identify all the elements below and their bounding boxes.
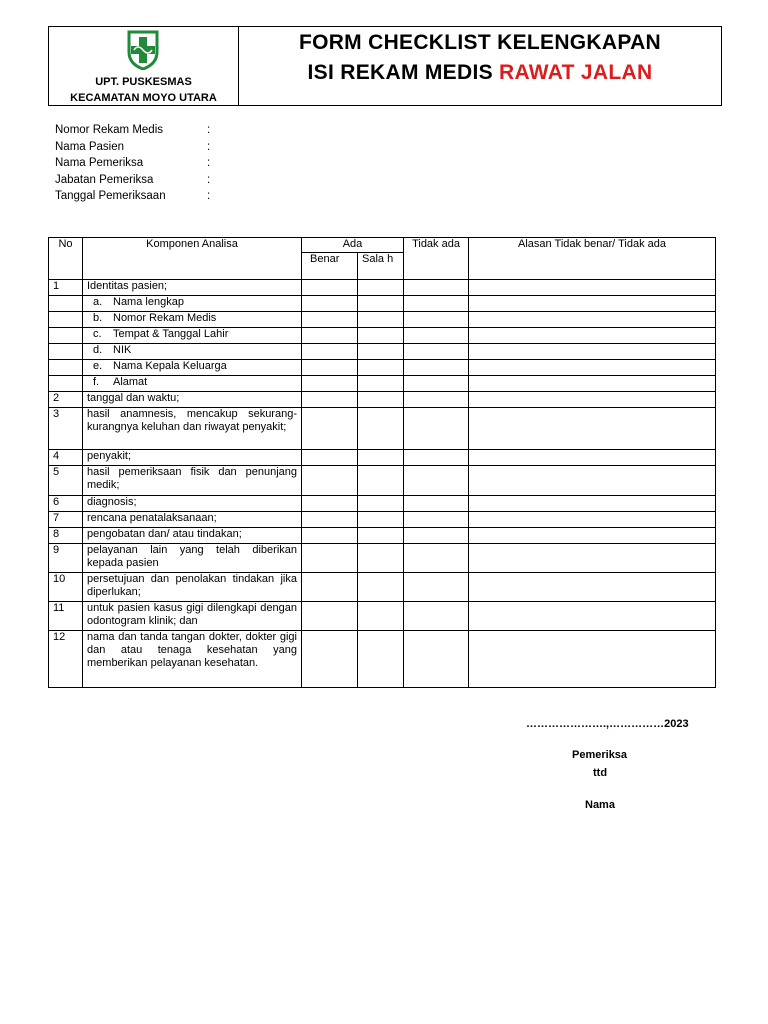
- salah-cell[interactable]: [358, 392, 404, 408]
- checklist-table: [48, 237, 716, 688]
- title-line-1: FORM CHECKLIST KELENGKAPAN: [298, 31, 662, 54]
- salah-cell[interactable]: [358, 573, 404, 602]
- form-header: [48, 26, 722, 106]
- salah-cell[interactable]: [358, 408, 404, 450]
- alasan-cell[interactable]: [469, 544, 716, 573]
- row-number: [49, 376, 83, 392]
- form-title: [239, 27, 721, 105]
- subitem-text: Nama Kepala Keluarga: [113, 360, 227, 372]
- subitem-letter: c.: [93, 328, 102, 340]
- row-number: 8: [49, 528, 83, 544]
- row-component: hasil anamnesis, mencakup sekurang-kurangnya keluhan dan riwayat penyakit;: [83, 408, 302, 450]
- salah-cell[interactable]: [358, 312, 404, 328]
- table-row: [49, 602, 716, 631]
- row-component: untuk pasien kasus gigi dilengkapi dengan odontogram klinik; dan: [83, 602, 302, 631]
- row-subitem: [83, 376, 302, 392]
- alasan-cell[interactable]: [469, 602, 716, 631]
- row-number: [49, 360, 83, 376]
- salah-cell[interactable]: [358, 466, 404, 496]
- alasan-cell[interactable]: [469, 528, 716, 544]
- subitem-text: Tempat & Tanggal Lahir: [113, 328, 229, 340]
- table-row: [49, 296, 716, 312]
- table-row: [49, 312, 716, 328]
- subitem-letter: f.: [93, 376, 100, 388]
- signature-ttd: ttd: [593, 767, 608, 779]
- info-colon: :: [207, 190, 211, 202]
- salah-cell[interactable]: [358, 450, 404, 466]
- info-label: Tanggal Pemeriksaan: [55, 190, 166, 202]
- info-label: Nama Pemeriksa: [55, 157, 144, 169]
- organization-cell: [49, 27, 239, 105]
- benar-cell[interactable]: [302, 280, 358, 296]
- table-row: [49, 376, 716, 392]
- alasan-cell[interactable]: [469, 466, 716, 496]
- table-row: [49, 544, 716, 573]
- tidak-ada-cell[interactable]: [404, 466, 469, 496]
- tidak-ada-cell[interactable]: [404, 392, 469, 408]
- row-component: rencana penatalaksanaan;: [83, 512, 302, 528]
- signature-name: Nama: [585, 799, 615, 811]
- row-number: 11: [49, 602, 83, 631]
- tidak-ada-cell[interactable]: [404, 573, 469, 602]
- row-component: tanggal dan waktu;: [83, 392, 302, 408]
- tidak-ada-cell[interactable]: [404, 360, 469, 376]
- alasan-cell[interactable]: [469, 360, 716, 376]
- benar-cell[interactable]: [302, 344, 358, 360]
- benar-cell[interactable]: [302, 360, 358, 376]
- table-row: [49, 466, 716, 496]
- benar-cell[interactable]: [302, 450, 358, 466]
- row-component: hasil pemeriksaan fisik dan penunjang medik;: [83, 466, 302, 496]
- row-number: 4: [49, 450, 83, 466]
- salah-cell[interactable]: [358, 528, 404, 544]
- benar-cell[interactable]: [302, 528, 358, 544]
- info-colon: :: [207, 157, 211, 169]
- salah-cell[interactable]: [358, 512, 404, 528]
- table-row: [49, 328, 716, 344]
- benar-cell[interactable]: [302, 376, 358, 392]
- row-number: [49, 312, 83, 328]
- subitem-letter: e.: [93, 360, 103, 372]
- info-label: Nama Pasien: [55, 140, 125, 153]
- info-colon: :: [207, 173, 211, 186]
- row-subitem: [83, 360, 302, 376]
- header-no: No: [49, 238, 83, 280]
- tidak-ada-cell[interactable]: [404, 312, 469, 328]
- salah-cell[interactable]: [358, 344, 404, 360]
- title-line-2: [239, 61, 721, 85]
- alasan-cell[interactable]: [469, 573, 716, 602]
- table-row: [49, 573, 716, 602]
- subitem-text: Nama lengkap: [113, 296, 184, 308]
- table-row: [49, 496, 716, 512]
- subitem-letter: a.: [93, 296, 103, 308]
- tidak-ada-cell[interactable]: [404, 496, 469, 512]
- benar-cell[interactable]: [302, 328, 358, 344]
- tidak-ada-cell[interactable]: [404, 296, 469, 312]
- subitem-text: NIK: [113, 344, 132, 356]
- tidak-ada-cell[interactable]: [404, 408, 469, 450]
- row-number: [49, 296, 83, 312]
- benar-cell[interactable]: [302, 602, 358, 631]
- row-number: 10: [49, 573, 83, 602]
- row-subitem: [83, 296, 302, 312]
- benar-cell[interactable]: [302, 573, 358, 602]
- subitem-text: Alamat: [113, 376, 148, 388]
- alasan-cell[interactable]: [469, 496, 716, 512]
- info-label: Jabatan Pemeriksa: [55, 173, 154, 186]
- tidak-ada-cell[interactable]: [404, 544, 469, 573]
- benar-cell[interactable]: [302, 312, 358, 328]
- header-alasan: Alasan Tidak benar/ Tidak ada: [469, 238, 716, 280]
- table-header-row: [49, 238, 716, 253]
- row-number: [49, 328, 83, 344]
- table-row: [49, 408, 716, 450]
- salah-cell[interactable]: [358, 602, 404, 631]
- header-tidak-ada: Tidak ada: [404, 238, 469, 280]
- table-row: [49, 450, 716, 466]
- row-component: pelayanan lain yang telah diberikan kepada pasien: [83, 544, 302, 573]
- info-colon: :: [207, 140, 211, 153]
- table-row: [49, 344, 716, 360]
- row-component: diagnosis;: [83, 496, 302, 512]
- row-component: penyakit;: [83, 450, 302, 466]
- row-number: 12: [49, 631, 83, 688]
- alasan-cell[interactable]: [469, 408, 716, 450]
- benar-cell[interactable]: [302, 392, 358, 408]
- row-number: 9: [49, 544, 83, 573]
- benar-cell[interactable]: [302, 466, 358, 496]
- alasan-cell[interactable]: [469, 296, 716, 312]
- alasan-cell[interactable]: [469, 392, 716, 408]
- puskesmas-logo-icon: [121, 30, 165, 70]
- alasan-cell[interactable]: [469, 450, 716, 466]
- tidak-ada-cell[interactable]: [404, 280, 469, 296]
- row-number: 5: [49, 466, 83, 496]
- subitem-letter: d.: [93, 344, 103, 356]
- row-number: 1: [49, 280, 83, 296]
- table-row: [49, 631, 716, 688]
- row-number: [49, 344, 83, 360]
- salah-cell[interactable]: [358, 376, 404, 392]
- row-number: 3: [49, 408, 83, 450]
- row-subitem: [83, 344, 302, 360]
- organization-district: KECAMATAN MOYO UTARA: [70, 92, 217, 104]
- table-row: [49, 512, 716, 528]
- info-label: Nomor Rekam Medis: [55, 124, 163, 136]
- salah-cell[interactable]: [358, 544, 404, 573]
- benar-cell[interactable]: [302, 512, 358, 528]
- alasan-cell[interactable]: [469, 631, 716, 688]
- row-subitem: [83, 328, 302, 344]
- benar-cell[interactable]: [302, 496, 358, 512]
- tidak-ada-cell[interactable]: [404, 376, 469, 392]
- salah-cell[interactable]: [358, 296, 404, 312]
- signature-date: ………………….,……………2023: [526, 718, 689, 730]
- alasan-cell[interactable]: [469, 376, 716, 392]
- tidak-ada-cell[interactable]: [404, 512, 469, 528]
- salah-cell[interactable]: [358, 360, 404, 376]
- title-line-2-red: RAWAT JALAN: [499, 61, 653, 84]
- row-component: persetujuan dan penolakan tindakan jika diperlukan;: [83, 573, 302, 602]
- row-number: 2: [49, 392, 83, 408]
- organization-name: UPT. PUSKESMAS: [95, 76, 192, 88]
- table-row: [49, 528, 716, 544]
- row-component: Identitas pasien;: [83, 280, 302, 296]
- tidak-ada-cell[interactable]: [404, 528, 469, 544]
- benar-cell[interactable]: [302, 408, 358, 450]
- tidak-ada-cell[interactable]: [404, 602, 469, 631]
- tidak-ada-cell[interactable]: [404, 631, 469, 688]
- benar-cell[interactable]: [302, 296, 358, 312]
- row-component: nama dan tanda tangan dokter, dokter gigi dan atau tenaga kesehatan yang memberikan pelayanan kesehatan.: [83, 631, 302, 688]
- table-row: [49, 392, 716, 408]
- alasan-cell[interactable]: [469, 280, 716, 296]
- info-colon: :: [207, 124, 211, 136]
- alasan-cell[interactable]: [469, 344, 716, 360]
- benar-cell[interactable]: [302, 544, 358, 573]
- salah-cell[interactable]: [358, 496, 404, 512]
- benar-cell[interactable]: [302, 631, 358, 688]
- row-number: 6: [49, 496, 83, 512]
- table-row: [49, 360, 716, 376]
- subitem-text: Nomor Rekam Medis: [113, 312, 217, 324]
- header-ada: Ada: [302, 238, 404, 253]
- alasan-cell[interactable]: [469, 328, 716, 344]
- row-component: pengobatan dan/ atau tindakan;: [83, 528, 302, 544]
- alasan-cell[interactable]: [469, 512, 716, 528]
- tidak-ada-cell[interactable]: [404, 328, 469, 344]
- header-komponen: Komponen Analisa: [83, 238, 302, 280]
- header-benar: Benar: [302, 253, 358, 280]
- alasan-cell[interactable]: [469, 312, 716, 328]
- row-number: 7: [49, 512, 83, 528]
- title-line-2-black: ISI REKAM MEDIS: [307, 61, 500, 84]
- signature-role: Pemeriksa: [572, 749, 628, 761]
- salah-cell[interactable]: [358, 280, 404, 296]
- header-salah: Sala h: [358, 253, 404, 280]
- tidak-ada-cell[interactable]: [404, 344, 469, 360]
- subitem-letter: b.: [93, 312, 103, 324]
- salah-cell[interactable]: [358, 631, 404, 688]
- table-row: [49, 280, 716, 296]
- tidak-ada-cell[interactable]: [404, 450, 469, 466]
- row-subitem: [83, 312, 302, 328]
- salah-cell[interactable]: [358, 328, 404, 344]
